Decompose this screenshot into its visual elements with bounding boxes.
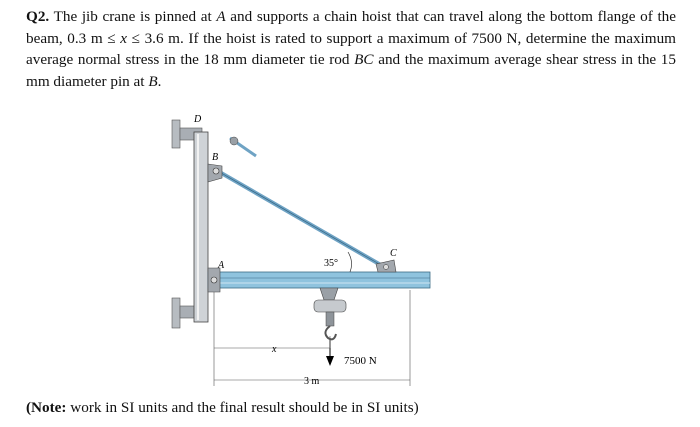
label-b: B <box>212 152 219 163</box>
note-text <box>26 399 419 417</box>
note-body: work in SI units and the final result should be in SI units) <box>66 399 419 416</box>
pin-b-bracket <box>208 164 222 182</box>
jib-crane-diagram <box>150 108 450 398</box>
label-c: C <box>390 248 397 259</box>
dimension-lines <box>214 290 410 386</box>
label-x: x <box>272 344 277 355</box>
pin-a-bracket <box>208 268 220 292</box>
upper-rod-fragment <box>230 137 256 156</box>
span-label: 3 m <box>304 376 320 387</box>
question-text <box>26 6 676 92</box>
jib-crane-figure <box>150 108 450 398</box>
question-part-5: . <box>157 72 162 90</box>
note-label: (Note: <box>26 399 67 416</box>
question-label: Q2. <box>26 8 50 25</box>
point-a-ref: A <box>216 8 226 25</box>
load-label: 7500 N <box>344 355 377 367</box>
question-part-4: and the maximum average shear stress in the 15 mm diameter pin at <box>26 51 676 90</box>
question-part-2: and supports a chain hoist that can travel along the bottom flange of the beam, 0.3 m ≤ <box>26 8 676 47</box>
chain-hoist <box>314 288 346 339</box>
question-part-3: ≤ 3.6 m. If the hoist is rated to support a maximum of 7500 N, determine the maximum average normal stress in the 18 mm diameter tie rod <box>26 29 676 68</box>
angle-label: 35° <box>324 258 338 269</box>
vertical-column <box>194 132 208 322</box>
jib-beam <box>208 272 430 288</box>
label-d: D <box>194 114 202 125</box>
angle-arc <box>348 252 352 272</box>
point-b-ref: B <box>148 72 158 90</box>
x-variable-ref: x <box>120 29 128 47</box>
rod-bc-ref: BC <box>354 51 374 68</box>
label-a: A <box>218 260 225 271</box>
question-part-1: The jib crane is pinned at <box>49 8 217 25</box>
